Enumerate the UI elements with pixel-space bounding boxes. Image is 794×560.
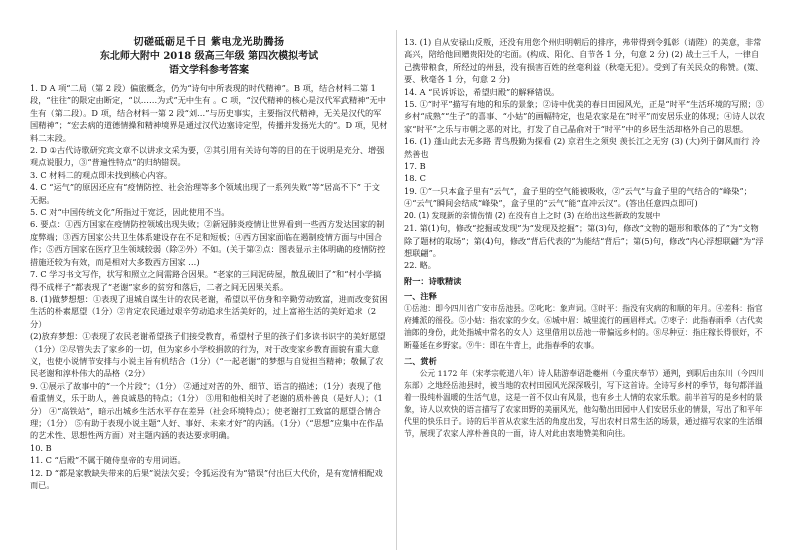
answer-16: 16. (1) 蓬山此去无多路 青鸟殷勤为探看 (2) 京君生之须臾 羡长江之无穷 (3) (大)列于御风而行 泠然善也 bbox=[404, 136, 761, 159]
notes-body: ①岳池：即今四川省广安市岳池县。②叱叱：象声词。③时平：指没有灾病的和顺的年月。④差科：指官府摊派的徭役。⑤小姑：指农家的少女。⑥城中眉：城里流行的画眉样式。⑦枣子：此指春雨季（古代卖油郎的身份，此处指城中常名的女人）这里借用以岳池一带偏远乡村的。⑧尽种豆：指庄稼长得很好，不断蔓延在乡野家。⑨牛：即在牛背上，此指春季的农事。 bbox=[404, 303, 763, 350]
answer-10: 10. B bbox=[30, 442, 52, 453]
answer-14: 14. A “民诉诉讼，希望归殿”的解释错误。 bbox=[404, 86, 560, 97]
answer-15: 15. ①“时平”描写有地的和乐的景象；②诗中优美的春日田园风光，正是“时平”生活环境的写照；③乡村“成熟”“生子”的喜事、“小姑”的画幅特定，也是农家是在“时平”而安居乐业的体现；④诗人以农家“时平”之乐与市朝之恶的对比，打发了自己晶俞对于“时平”中的乡居生活却格外自己的思想。 bbox=[404, 99, 765, 134]
answer-8-2: (2)放弃梦想：①表现了农民老谢希望孩子们接受教育，希望村子里的孩子们多读书识字的美好愿望（1分）②尽管失去了家乡的一切，但为家乡小学校捐款的行为，对于改变家乡教育面貌有重大意义，也使小说情节安排与小说主旨有机结合（1分）（“一起老谢”的梦想与自觉担当精神；敬佩了农民老谢和淳朴伟大的品格（2分） bbox=[30, 331, 386, 379]
answer-8: 8. (1)做梦想想：①表现了退城自谋生计的农民老谢，希望以平仿身和辛勤劳动致富，进而改变贫困生活的朴素愿望（1分）②肯定农民通过艰辛劳动追求生活美好的，过上富裕生活的美好追求（2分） bbox=[30, 293, 388, 329]
answer-17: 17. B bbox=[404, 161, 426, 172]
analysis-body: 公元 1172 年（宋孝宗乾道八年）诗人陆游奉诏赴夔州（今重庆奉节）通判，到职后由东川（今四川东部）之地经岳池县时，被当地的农村田园风光深深吸引，写下这首诗。全诗写乡村的季节，每句都洋溢着一股纯朴温暖的生活气息，这是一首不仅山有风景，也有乡土人情的农家乐歌。前半首写的是乡村的景象，诗人以欢快的语言描写了农家田野的美丽风光，他勾勒出田园中人们安居乐业的情景，写出了和平年代里的快乐日子。诗的后半首从农家生活的角度出发，写出农村日常生活的场景，通过描写农家的生活细节，展现了农家人淳朴善良的一面，诗人对此由衷地赞美和向往。 bbox=[404, 368, 765, 438]
answer-7: 7. C 学习书文写作，状写和照立之间需路合因果。“老家的三间泥砖屋，散乱破旧了”和“村小学搞得不成样子”都表现了“老谢”家乡的贫穷和落后，二者之间无因果关系。 bbox=[30, 269, 382, 292]
left-column bbox=[30, 36, 388, 491]
answer-21: 21. 第(1)句，修改“挖掘或发现”为“发现及挖掘”；第(3)句，修改“文物的题形和歌体的了”为“文物除了题材的取场”；第(4)句，修改“背后代表的”为能结“背后”；第(5)句，修改“内心浮想联翩”为“浮想联翩”。 bbox=[404, 223, 764, 258]
right-column bbox=[404, 36, 766, 440]
analysis-heading: 二、赏析 bbox=[404, 356, 437, 367]
answer-4: 4. C “运气”的原因还应有“疫情防控、社会治理等多个领域出现了一系列失败”等“居高不下” 于文无据。 bbox=[30, 182, 380, 205]
answer-11: 11. C “后殿”不属于随侍皇帝的专用词语。 bbox=[30, 455, 186, 466]
answer-20: 20. (1) 发现新的亲情伤情 (2) 在没有自上之时 (3) 在给出这些新政的发展中 bbox=[404, 210, 661, 220]
answer-12: 12. D “都是家教缺失带来的后果”说法欠妥；令狐运没有为“错误”付出巨大代价，是有宽情相配戏而已。 bbox=[30, 467, 383, 490]
answer-5: 5. C 对“中国传统文化”所指过于宽泛，因此使用不当。 bbox=[30, 207, 230, 218]
answer-9: 9. ①展示了故事中的“一个片段”；（1分） ②通过对苦的外、细节、语言的描述；（1分）表现了他看重情义，乐于助人，善良诚恳的特点；（1分） ③用和他相关时了老谢的质朴善良（是好人）；（1分） ④“高铁站”，暗示出城乡生活水平存在差异（社会环境特点）；使老谢打工致富的愿望合情合理；（1分） ⑤有助于表现小说主题“人好、事好、未来才好”的内涵。（1分）（“思想”应集中在作品的艺术性、思想性两方面）对主题内涵的表达要求明确。 bbox=[30, 380, 384, 441]
appendix-heading: 附一：诗歌精读 bbox=[404, 275, 462, 286]
answer-19: 19. ①“一只本盒子里有“云气”，盒子里的空气能被吸收，②“云气”与盒子里的气结合的“峰染”；④“云气”瞬间会结成“峰染”，盒子里的“云气”能“直冲云汉”。(答出任意四点即可) bbox=[404, 185, 752, 209]
answer-3: 3. C 材料二的观点即未找到核心内容。 bbox=[30, 169, 173, 180]
answer-13: 13. (1) 自从安禄山反叛，还没有用您个州归明朝后的排序，弗带得到令狐彰（请陛）的美意，非常高兴，陪给他回赠贵阳处的宅面。(构成、阳化、自节各 1 分，句意 2 分) (2) 战士三千人，一律自己携带粮食，所经过的州县，没有损害百姓的丝毫利益（秋毫无犯）。受到了有关民众的称赞。(策、要、秋毫各 1 分，句意 2 分) bbox=[404, 37, 764, 85]
answer-6: 6. 要点：①西方国家在疫情防控领域出现失败；②新冠肺炎疫情让世界看到一些西方发达国家的制度弊端；③西方国家公共卫生体系建设存在不足和短板；④西方国家面临在遏制疫情方面与中国合作；⑤西方国家在医疗卫生领域较弱（除②外）不如。(关于第②点：图表显示主体明确的疫情防控措施还较为有效，而是相对大多数西方国家 …) bbox=[30, 219, 386, 267]
answer-18: 18. C bbox=[404, 173, 426, 184]
answer-1: 1. D A 項“二局（第 2 段）偏旅概念，仍为“诗句中所表现的时代精神”。B 项，结合材料二第 1 段，“往往”的限定由断定，“以……为式”无中生有 。C 项，“汉代精神的核心是汉代军武精神”无中生有（第二段）。D 项，结合材料一第 2 段“刘…”与历史事实，主要指汉代精神，无关是汉代的军国精神”；“宏去病的道德情操和精神境界是通过汉代边塞诗定型，传播并发扬光大的”。D 项，见材料二末段。 bbox=[30, 83, 388, 143]
column-divider bbox=[396, 30, 397, 550]
header-slogan: 切磋砥砺足千日 紫电龙光助腾扬 bbox=[133, 37, 285, 48]
answer-22: 22. 略。 bbox=[404, 260, 436, 271]
header-answer-title: 语文学科参考答案 bbox=[169, 65, 249, 76]
header-exam-title: 东北师大附中 2018 级高三年级 第四次模拟考试 bbox=[99, 51, 319, 62]
answer-2: 2. D ①古代诗歌研究宾文章不以讲求文采为要，②其引用有关诗句等的目的在于说明是充分、增强观点说服力，③“普遍性特点”的归纳错误。 bbox=[30, 145, 385, 168]
notes-heading: 一、注释 bbox=[404, 291, 437, 302]
